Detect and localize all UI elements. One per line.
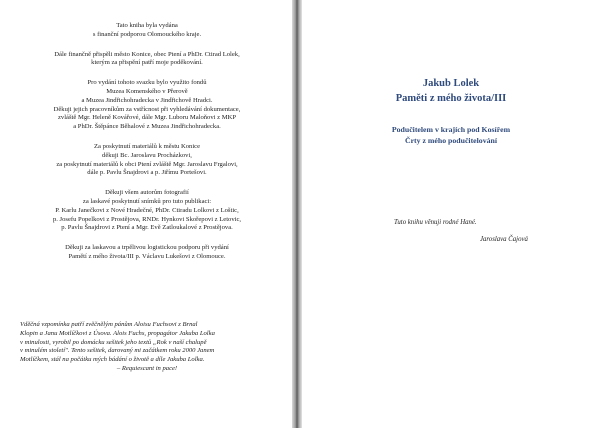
ack-block-6 [16, 244, 278, 262]
ack-line: Děkuji za laskavou a trpělivou logistickou podporu při vydání [65, 244, 229, 252]
ack-block-3 [16, 79, 278, 132]
ack-line: dále p. Pavlu Šnajdrovi a p. Jiřímu Portešovi. [87, 169, 207, 177]
book-gutter [292, 0, 302, 428]
ack-line: Za poskytnutí materiálů k městu Konice [93, 142, 201, 150]
ack-line: P. Karlu Janečkovi z Nové Hradečné, PhDr. Ctiradu Lolkovi z Loštic, [55, 206, 239, 214]
book-author: Jakub Lolek [422, 78, 480, 89]
ack-line: za poskytnutí materiálů k obci Ptení zvláště Mgr. Jaroslavu Frgalovi, [56, 160, 238, 168]
ack-block-2 [16, 51, 278, 69]
acknowledgements [16, 22, 278, 273]
subtitle-line: Podučitelem v krajích pod Kosířem [391, 125, 511, 134]
memorial-line: – Requiescant in pace! [116, 364, 178, 372]
ack-line: Děkuji jejich pracovníkům za vstřícnost při vyhledávání dokumentace, [53, 105, 241, 113]
book-subtitle [302, 124, 600, 146]
ack-line: a Muzea Jindřichohradecka v Jindřichově Hradci. [81, 96, 213, 104]
ack-line: zvláště Mgr. Heleně Kovářové, dále Mgr. Luboru Maloňovi z MKP [58, 114, 236, 122]
memorial-line: v minulosti, vyrobil po domácku sešitek jeho textů „Rok v naší chalupě [20, 338, 207, 346]
ack-line: děkuji Bc. Jaroslavu Procházkovi, [102, 151, 192, 159]
memorial-line: v minulém století". Tento sešitek, darovaný mi začátkem roku 2000 Janem [20, 347, 215, 355]
ack-block-4 [16, 143, 278, 178]
memorial-line: Klopin a Janu Motlíčkovi z Úsova. Alois Fuchs, propagátor Jakuba Lolka [20, 329, 215, 337]
ack-line: p. Josefu Popelkovi z Prostějova, RNDr. Hynkovi Skořepovi z Letovic, [52, 215, 242, 223]
ack-line: Pamětí z mého života/III p. Václavu Lukešovi z Olomouce. [68, 252, 226, 260]
ack-block-5 [16, 189, 278, 233]
book-title: Paměti z mého života/III [395, 93, 507, 104]
ack-line: Děkuji všem autorům fotografií [105, 189, 189, 197]
ack-block-1 [16, 22, 278, 40]
ack-line: Pro vydání tohoto svazku bylo využito fondů [87, 79, 207, 87]
ack-line: Muzea Komenského v Přerově [106, 87, 188, 95]
ack-line: kterým za přispění patří moje poděkování. [91, 59, 203, 67]
left-page [0, 0, 292, 428]
ack-line: s finanční podporou Olomouckého kraje. [92, 30, 202, 38]
memorial-line: Vděčná vzpomínka patří zvěčnělým pánům Aloisu Fuchsovi z Brnal [20, 321, 198, 328]
ack-line: Dále finančně přispěli město Konice, obec Ptení a PhDr. Ctirad Lolek, [54, 50, 240, 58]
dedication-signature: Jaroslava Čajová [480, 236, 528, 243]
subtitle-line: Črty z mého podučitelování [404, 136, 498, 145]
ack-line: za laskavé poskytnutí snímků pro tuto publikaci: [82, 197, 212, 205]
right-page [302, 0, 600, 428]
memorial-line: Motlíčkem, stál na počátku mých bádání o životě a díle Jakuba Lolka. [20, 356, 205, 364]
book-dedication: Tuto knihu věnuji rodné Hané. [394, 219, 477, 226]
ack-line: a PhDr. Štěpánce Běhalové z Muzea Jindřichohradecka. [73, 123, 221, 131]
memorial-dedication [20, 321, 274, 374]
ack-line: p. Pavlu Šnajdrovi z Ptení a Mgr. Evě Zatloukalové z Prostějova. [61, 224, 233, 232]
ack-line: Tato kniha byla vydána [116, 22, 178, 29]
